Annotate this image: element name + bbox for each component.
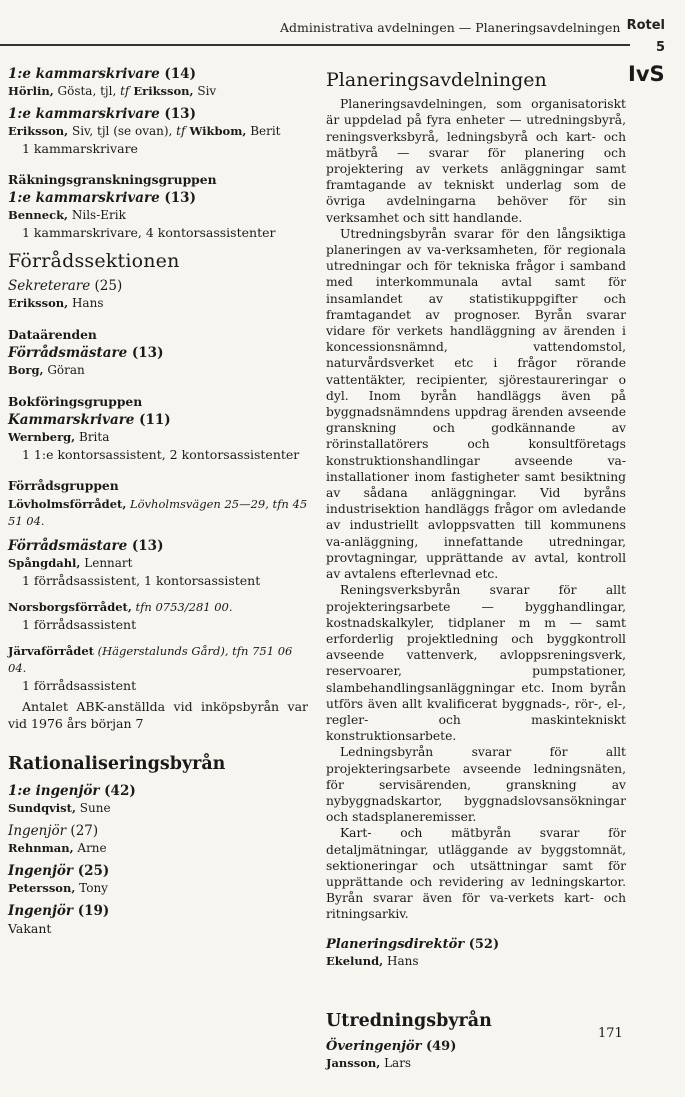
tfn-label: tfn (272, 497, 289, 511)
entry-kammarskrivare-13 (8, 106, 308, 157)
side-tag: IvS (628, 62, 665, 86)
tf-name: Eriksson, (129, 84, 194, 98)
entry-grade: (13) (131, 345, 164, 361)
entry-name-rest: Nils-Erik (68, 208, 126, 222)
tf-name: Wikbom, (185, 124, 247, 138)
tf-name-rest: Siv (193, 84, 217, 98)
entry-name-rest: Tony (75, 881, 108, 895)
depot-phone: 45 51 04. (8, 497, 308, 528)
group-heading: Räkningsgranskningsgruppen (8, 172, 217, 187)
entry-name: Borg, (8, 363, 44, 377)
entry-name-rest: Siv, tjl (se ovan), (68, 124, 177, 138)
entry-name-rest: Lars (380, 1056, 412, 1071)
entry-name: Petersson, (8, 881, 76, 895)
depot-street: (Hägerstalunds Gård), (97, 644, 229, 658)
entry-grade: (11) (139, 412, 171, 428)
entry-grade: (19) (77, 903, 110, 919)
entry-rational-1 (8, 783, 308, 817)
header-rule (0, 44, 630, 46)
running-header (280, 18, 665, 55)
entry-title: Kammarskrivare (8, 412, 135, 428)
rotel-number: 5 (655, 40, 665, 55)
rotel-tag: Rotel (626, 18, 665, 33)
left-column (8, 66, 308, 943)
entry-forradsmastare (8, 538, 308, 589)
entry-grade: (27) (70, 823, 99, 839)
department-title: Planeringsavdelningen (326, 69, 547, 91)
depot-name: Lövholmsförrådet, (8, 497, 127, 511)
tf-label: tf (120, 84, 130, 98)
entry-rational-3 (8, 863, 308, 897)
entry-title: Planeringsdirektör (326, 936, 465, 952)
page-number: 171 (598, 1026, 623, 1041)
entry-name: Ekelund, (326, 953, 384, 968)
entry-grade: (25) (94, 278, 123, 294)
staff-note: 1 förrådsassistent, 1 kontorsassistent (22, 573, 261, 588)
entry-name-rest: Brita (75, 430, 110, 444)
group-heading: Dataärenden (8, 327, 97, 342)
address-jarva (8, 643, 308, 677)
entry-title: Förrådsmästare (8, 538, 128, 554)
section-heading: Förrådssektionen (8, 250, 180, 272)
tf-label: tf (176, 124, 186, 138)
tf-name-rest: Berit (246, 124, 281, 138)
entry-title: 1:e ingenjör (8, 783, 100, 799)
entry-dataarenden (8, 345, 308, 379)
group-heading: Förrådsgruppen (8, 478, 119, 493)
entry-title: Överingenjör (326, 1039, 422, 1055)
section-heading: Rationaliseringsbyrån (8, 754, 226, 774)
entry-title: 1:e kammarskrivare (8, 66, 160, 82)
entry-title: Sekreterare (8, 278, 91, 294)
section-heading: Utredningsbyrån (326, 1010, 492, 1031)
address-lovholm (8, 496, 308, 530)
depot-name: Järvaförrådet (8, 644, 94, 658)
depot-name: Norsborgsförrådet, (8, 600, 132, 614)
tfn-label: tfn (232, 644, 249, 658)
entry-name: Spångdahl, (8, 556, 81, 570)
entry-name: Eriksson, (8, 296, 69, 310)
entry-grade: (13) (164, 106, 196, 122)
entry-name-rest: Gösta, tjl, (53, 84, 121, 98)
paragraph-ledningsbyran: Ledningsbyrån svarar för allt projekteringsarbete avseende ledningsnäten, för servisärenden, granskning av nybyggnadskartor, byggnadslovsansökningar och stadsplaneremisser. (326, 745, 626, 825)
entry-title: Ingenjör (8, 863, 73, 879)
staff-note: 1 kammarskrivare (22, 141, 138, 156)
entry-grade: (25) (77, 863, 110, 879)
entry-title: Förrådsmästare (8, 345, 128, 361)
entry-kammarskrivare-14 (8, 66, 308, 100)
entry-name: Rehnman, (8, 841, 74, 855)
entry-name-rest: Lennart (80, 556, 133, 570)
staff-note: 1 förrådsassistent (22, 678, 137, 693)
depot-street: Lövholmsvägen 25—29, (130, 497, 269, 511)
entry-overingenjor (326, 1039, 626, 1071)
running-title: Administrativa avdelningen — Planeringsavdelningen (280, 20, 621, 35)
right-column (326, 66, 626, 1078)
entry-rational-4 (8, 903, 308, 937)
entry-bokforing (8, 412, 308, 463)
entry-grade: (42) (104, 783, 136, 799)
entry-name-rest: Sune (75, 801, 111, 815)
entry-name: Sundqvist, (8, 801, 76, 815)
entry-rakning (8, 190, 308, 241)
tfn-label: tfn (135, 600, 152, 614)
entry-grade: (14) (164, 66, 196, 82)
entry-grade: (49) (425, 1039, 457, 1055)
staff-note: 1 kammarskrivare, 4 kontorsassistenter (22, 225, 276, 240)
entry-vacant: Vakant (8, 921, 52, 936)
entry-name: Hörlin, (8, 84, 54, 98)
entry-title: 1:e kammarskrivare (8, 190, 160, 206)
entry-name-rest: Arne (73, 841, 107, 855)
depot-phone: 0753/281 00. (155, 600, 233, 614)
entry-sekreterare (8, 278, 308, 312)
entry-name-rest: Hans (68, 296, 104, 310)
staff-note: 1 1:e kontorsassistent, 2 kontorsassistenter (22, 447, 300, 462)
entry-grade: (52) (468, 936, 500, 952)
entry-grade: (13) (164, 190, 196, 206)
entry-planeringsdirektor (326, 937, 626, 969)
entry-name: Wernberg, (8, 430, 76, 444)
paragraph-utredningsbyran: Utredningsbyrån svarar för den långsiktiga planeringen av va-verksamheten, för regionala utredningar och för tekniska frågor i samband med interkommunala avtal samt för insamlandet av statistikuppgifter och framtagandet av prognoser. Byrån svarar vidare för verkets handläggning av ärenden i koncessionsnämnd, vattendomstol, naturvårdsverket etc i frågor rörande vattentäkter, recipienter, sjörestaureringar o dyl. Inom byrån handläggs även på byggnadsnämndens uppdrag ärenden avseende granskning och godkännande av rörinstallatörers och konsultföretags konstruktionshandlingar avseende va-installationer inom fastigheter samt besiktning av sådana anläggningar. Vid byråns industrisektion handläggs frågor om avledande av industriellt avloppsvatten till kommunens va-anläggning, innefattande utredningar, provtagningar, upprättande av avtal, kontroll av avtalens efterlevnad etc. (326, 226, 626, 582)
group-heading: Bokföringsgruppen (8, 394, 143, 409)
paragraph-reningsverksbyran: Reningsverksbyrån svarar för allt projekteringsarbete — bygghandlingar, kostnadskalkyler, tidplaner m m — samt erforderlig projektledning och byggkontroll avseende vattenverk, avloppsreningsverk, reservoarer, pumpstationer, slambehandlingsanläggningar etc. Inom byrån utförs även allt kvalificerat byggnads-, rör-, el-, regler- och maskintekniskt konstruktionsarbete. (326, 583, 626, 744)
staff-note: 1 förrådsassistent (22, 617, 137, 632)
paragraph-kart-matbyran: Kart- och mätbyrån svarar för detaljmätningar, utläggande av byggstomnät, sektioneringar och utsättningar samt för upprättande och revidering av ledningskartor. Byrån svarar även för va-verkets kart- och ritningsarkiv. (326, 826, 626, 922)
entry-name: Jansson, (326, 1056, 381, 1071)
entry-name: Eriksson, (8, 124, 69, 138)
entry-grade: (13) (131, 538, 164, 554)
staff-count-paragraph: Antalet ABK-anställda vid inköpsbyrån var vid 1976 års början 7 (8, 699, 308, 731)
paragraph-overview: Planeringsavdelningen, som organisatoriskt är uppdelad på fyra enheter — utredningsbyrå, reningsverksbyrå, ledningsbyrå och kart- och mätbyrå — svarar för planering och projektering av verkets anläggningar samt framtagande av tekniskt underlag som de övriga avdelningarna behöver för sin verksamhet och sitt handlande. (326, 97, 626, 225)
entry-name-rest: Göran (43, 363, 85, 377)
entry-name-rest: Hans (383, 953, 419, 968)
entry-title: 1:e kammarskrivare (8, 106, 160, 122)
entry-rational-2 (8, 823, 308, 857)
entry-name: Benneck, (8, 208, 69, 222)
entry-title: Ingenjör (8, 823, 67, 839)
address-norsborg (8, 599, 308, 616)
depot-phone: 751 06 04. (8, 644, 293, 675)
entry-title: Ingenjör (8, 903, 73, 919)
